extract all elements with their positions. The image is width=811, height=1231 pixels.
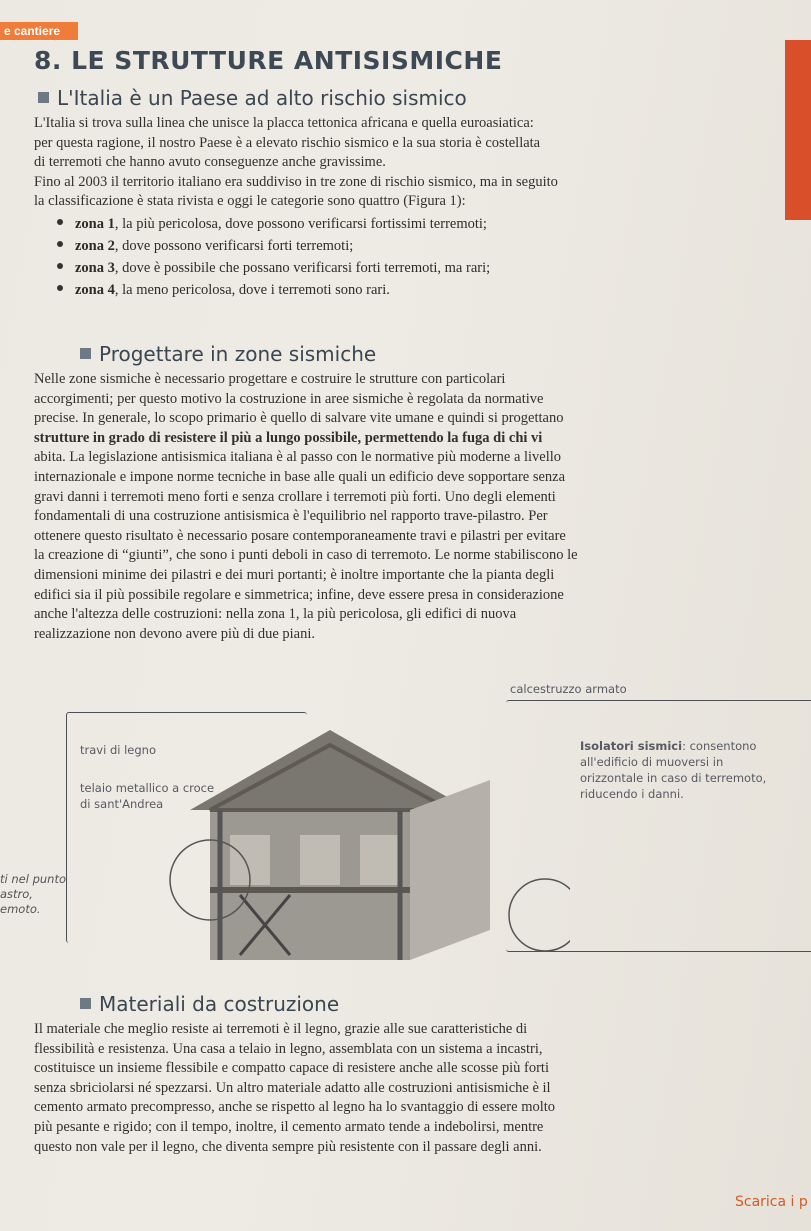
section-heading-materials [80,992,339,1016]
text-line: flessibilità e resistenza. Una casa a telaio in legno, assemblata con un sistema a incastri, [34,1040,543,1057]
detail-circle-right [509,879,570,951]
text-line: anche l'altezza delle costruzioni: nella zona 1, la più pericolosa, gli edifici di nuova [34,606,517,623]
text-line: Il materiale che meglio resiste ai terremoti è il legno, grazie alle sue caratteristiche di [34,1021,528,1037]
list-item: zona 4, la meno pericolosa, dove i terremoti sono rari. [57,279,490,301]
text-line: L'Italia si trova sulla linea che unisce la placca tettonica africana e quella euroasiatica: [34,115,534,131]
text-line: accorgimenti; per questo motivo la costruzione in aree sismiche è regolata da normative [34,390,544,407]
list-item: zona 2, dove possono verificarsi forti terremoti; [57,235,490,257]
square-bullet-icon [38,92,49,103]
building-illustration [150,690,570,970]
paragraph-risk [34,114,774,212]
text-line: abita. La legislazione antisismica italiana è al passo con le normative più moderne a livello [34,449,562,466]
text-line: cemento armato precompresso, anche se rispetto al legno ha lo svantaggio di essere molto [34,1099,556,1116]
paragraph-materials [34,1020,774,1157]
text-line: la creazione di “giunti”, che sono i punti deboli in caso di terremoto. Le norme stabiliscono le [34,547,578,564]
section-heading-design [80,342,376,366]
side-wall [410,780,490,960]
section-heading-text: Progettare in zone sismiche [99,342,377,366]
square-bullet-icon [80,998,91,1009]
text-line: per questa ragione, il nostro Paese è a elevato rischio sismico e la sua storia è costellata [34,134,541,151]
window [360,835,400,885]
text-line: costituisce un insieme flessibile e compatto capace di resistere anche alle scosse più forti [34,1060,549,1077]
side-tab [785,40,811,220]
cropped-caption: ti nel punto astro, emoto. [0,872,66,916]
text-line: internazionale e impone norme tecniche in base alle quali un edificio deve sopportare senza [34,468,566,485]
section-heading-risk [38,86,467,110]
zone-list [57,213,490,301]
label-steel-frame: telaio metallico a croce di sant'Andrea [80,781,215,811]
text-line: gravi danni i terremoti meno forti e senza crollare i terremoti più forti. Uno degli elementi [34,488,556,505]
label-wood-beams: travi di legno [80,743,156,757]
text-line: senza sbriciolarsi né spezzarsi. Un altro materiale adatto alle costruzioni antisismiche è il [34,1079,551,1096]
text-line: edifici sia il più possibile regolare e simmetrica; infine, deve essere presa in considerazione [34,586,564,603]
text-line: strutture in grado di resistere il più a lungo possibile, permettendo la fuga di chi vi [34,429,543,446]
text-line: realizzazione non devono avere più di due piani. [34,625,316,642]
label-isolators: Isolatori sismici: consentono all'edificio di muoversi in orizzontale in caso di terremoto, riducendo i danni. [580,739,767,801]
chapter-tag: e cantiere [0,22,78,40]
text-line: più pesante e rigido; con il tempo, inoltre, il cemento armato tende a indebolirsi, mentre [34,1118,544,1135]
section-heading-text: L'Italia è un Paese ad alto rischio sismico [57,86,467,110]
chapter-title: 8. LE STRUTTURE ANTISISMICHE [34,46,503,75]
download-link[interactable]: Scarica i p [735,1194,808,1210]
label-concrete: calcestruzzo armato [510,682,627,696]
paragraph-design [34,370,774,644]
text-line: la classificazione è stata rivista e oggi le categorie sono quattro (Figura 1): [34,193,466,210]
text-line: precise. In generale, lo scopo primario è quello di salvare vite umane e quindi si progettano [34,410,564,427]
window [300,835,340,885]
text-line: Nelle zone sismiche è necessario progettare e costruire le strutture con particolari [34,371,506,387]
section-heading-text: Materiali da costruzione [99,992,340,1016]
list-item: zona 1, la più pericolosa, dove possono verificarsi fortissimi terremoti; [57,213,490,235]
text-line: Fino al 2003 il territorio italiano era suddiviso in tre zone di rischio sismico, ma in seguito [34,173,558,190]
text-line: di terremoti che hanno avuto conseguenze anche gravissime. [34,154,386,171]
text-line: questo non vale per il legno, che diventa sempre più resistente con il passare degli anni. [34,1138,542,1155]
text-line: fondamentali di una costruzione antisismica è l'equilibrio nel rapporto trave-pilastro. Per [34,508,548,525]
list-item: zona 3, dove è possibile che possano verificarsi forti terremoti, ma rari; [57,257,490,279]
square-bullet-icon [80,348,91,359]
text-line: ottenere questo risultato è necessario posare contemporaneamente travi e pilastri per evitare [34,527,566,544]
text-line: dimensioni minime dei pilastri e dei muri portanti; è inoltre importante che la pianta degli [34,566,555,583]
